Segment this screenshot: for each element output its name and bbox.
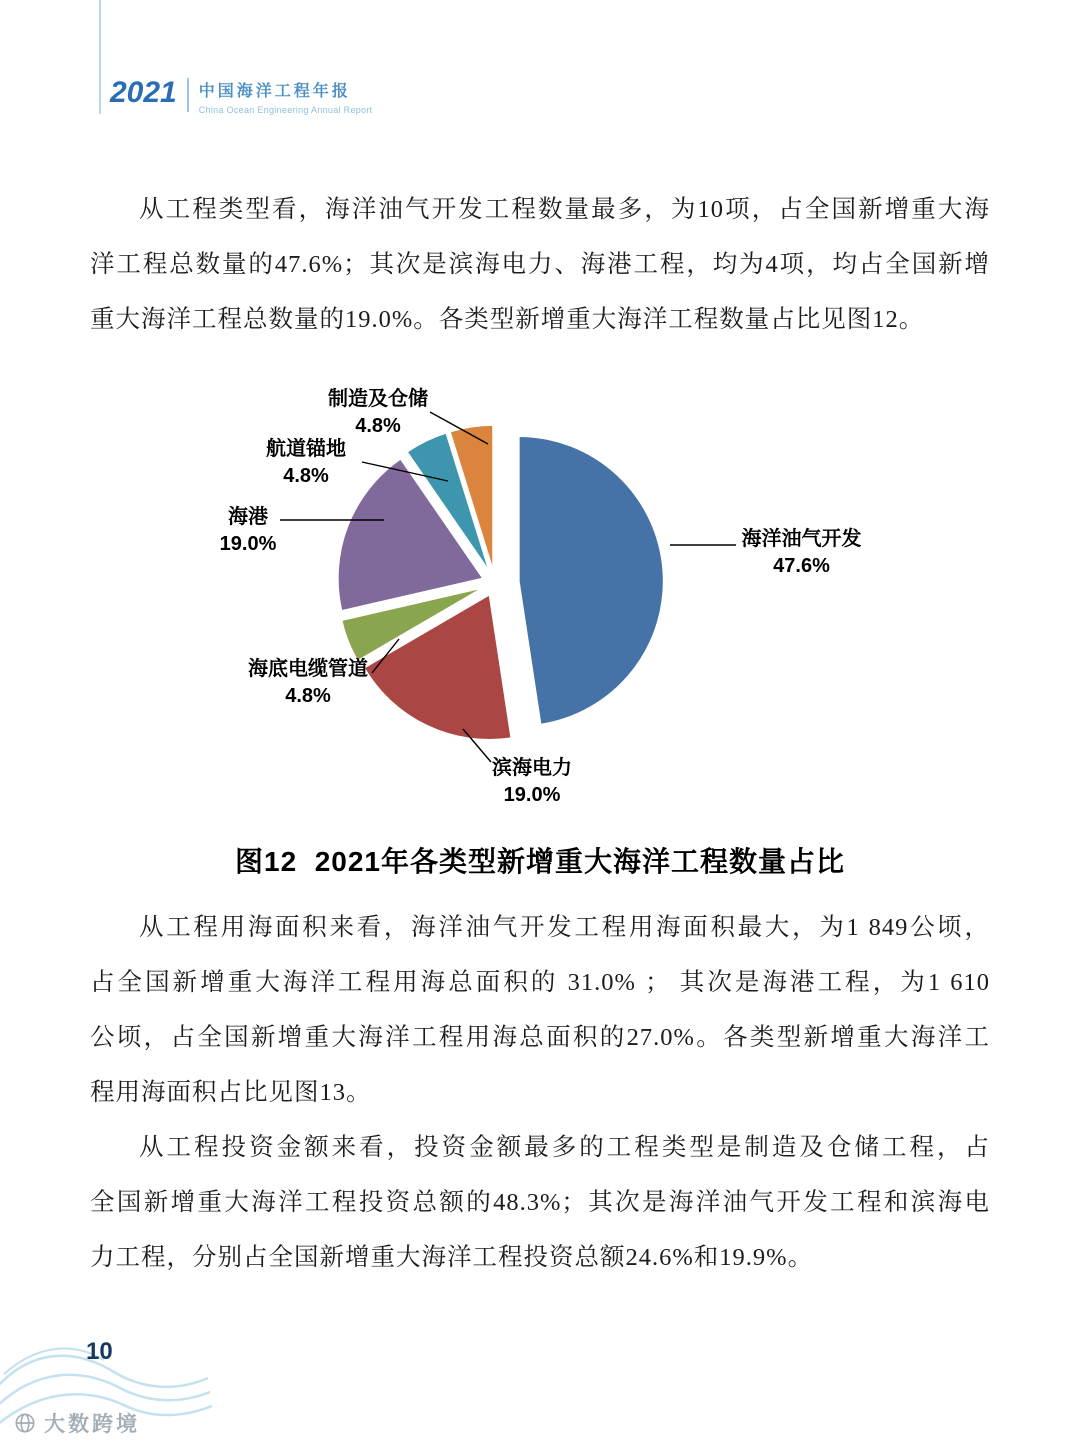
slice-label-power	[462, 755, 602, 809]
slice-label-pct: 4.8%	[283, 465, 329, 487]
watermark-logo	[14, 1412, 36, 1434]
pie-chart	[90, 378, 990, 818]
slice-label-pct: 4.8%	[355, 415, 401, 437]
text-line: 公顷，占全国新增重大海洋工程用海总面积的27.0%。各类型新增重大海洋工	[90, 1024, 990, 1051]
header-year: 2021	[110, 76, 177, 109]
slice-label-anchorage	[236, 436, 376, 490]
header-title-cn: 中国海洋工程年报	[198, 83, 351, 100]
paragraph-3	[90, 1120, 990, 1285]
text-line: 全国新增重大海洋工程投资总额的48.3%；其次是海洋油气开发工程和滨海电	[90, 1189, 990, 1216]
slice-label-name: 航道锚地	[266, 438, 346, 460]
pie-slice-0	[519, 436, 664, 724]
slice-label-name: 滨海电力	[492, 757, 572, 779]
slice-label-oil	[729, 526, 874, 580]
slice-label-cable	[233, 656, 383, 710]
paragraph-1	[90, 182, 990, 347]
text-line: 洋工程总数量的47.6%；其次是滨海电力、海港工程，均为4项，均占全国新增	[90, 251, 990, 278]
slice-label-pct: 19.0%	[503, 784, 561, 806]
text-line: 占全国新增重大海洋工程用海总面积的 31.0% ； 其次是海港工程，为1 610	[90, 969, 990, 996]
top-decorative-line	[99, 0, 101, 114]
watermark	[14, 1408, 140, 1438]
slice-label-pct: 19.0%	[219, 533, 277, 555]
text-line: 重大海洋工程总数量的19.0%。各类型新增重大海洋工程数量占比见图12。	[90, 306, 925, 333]
header-titles	[199, 76, 373, 115]
slice-label-pct: 47.6%	[773, 555, 830, 577]
slice-label-name: 制造及仓储	[328, 388, 428, 410]
watermark-text: 大数跨境	[44, 1413, 140, 1436]
page-number: 10	[86, 1338, 113, 1365]
header-title-en: China Ocean Engineering Annual Report	[198, 105, 373, 115]
text-line: 从工程用海面积来看，海洋油气开发工程用海面积最大，为1 849公顷，	[139, 914, 990, 941]
paragraph-2	[90, 900, 990, 1120]
slice-label-name: 海底电缆管道	[248, 658, 368, 680]
text-line: 程用海面积占比见图13。	[90, 1079, 372, 1106]
text-line: 力工程，分别占全国新增重大海洋工程投资总额24.6%和19.9%。	[90, 1244, 814, 1271]
slice-label-harbor	[178, 504, 318, 558]
slice-label-storage	[308, 386, 448, 440]
slice-label-name: 海洋油气开发	[741, 528, 862, 550]
slice-label-pct: 4.8%	[285, 685, 331, 707]
report-header	[110, 76, 372, 115]
text-line: 从工程投资金额来看，投资金额最多的工程类型是制造及仓储工程，占	[139, 1134, 990, 1161]
text-line: 从工程类型看，海洋油气开发工程数量最多，为10项，占全国新增重大海	[139, 196, 990, 223]
globe-icon	[14, 1412, 36, 1434]
slice-label-name: 海港	[228, 506, 268, 528]
pie-chart-figure	[90, 378, 990, 818]
figure-caption: 图12 2021年各类型新增重大海洋工程数量占比	[235, 846, 845, 877]
header-divider	[187, 78, 189, 112]
